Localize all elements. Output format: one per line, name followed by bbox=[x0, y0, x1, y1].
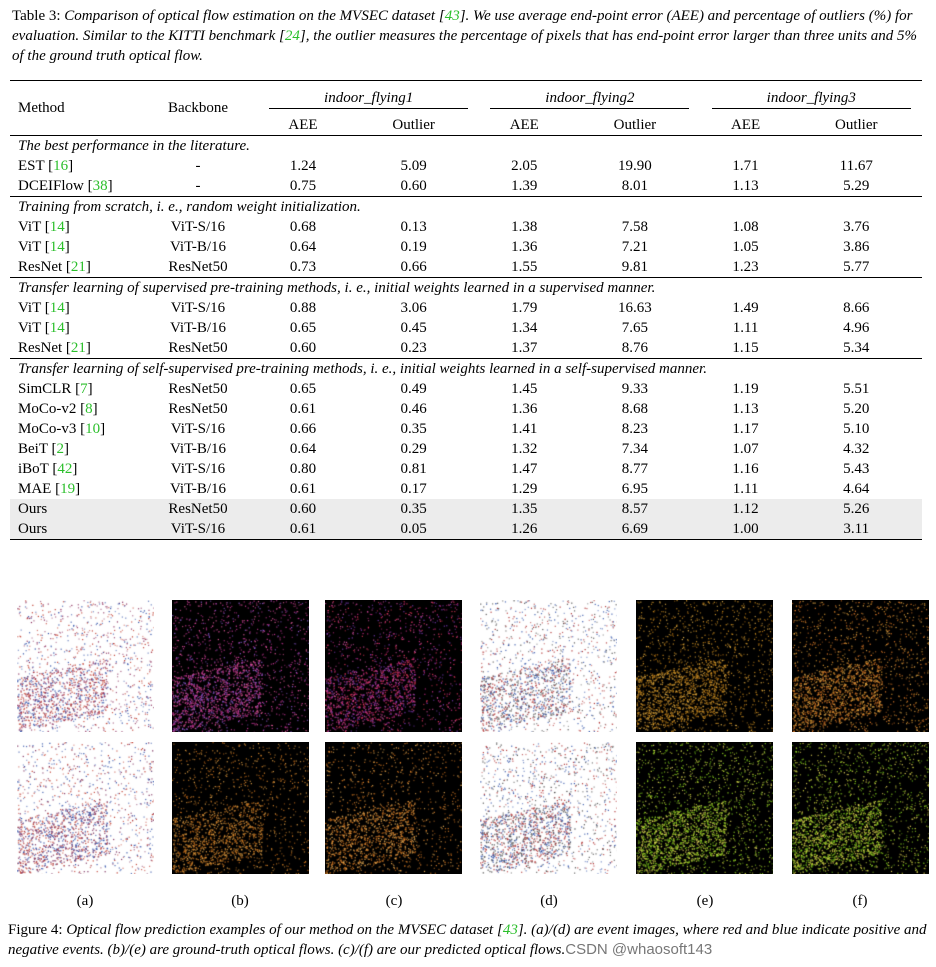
panel-label-b: (b) bbox=[231, 893, 249, 909]
outlier-cell: 0.17 bbox=[400, 481, 427, 497]
group-title-row bbox=[10, 136, 922, 157]
outlier-cell: 0.35 bbox=[400, 421, 427, 437]
table-row bbox=[10, 298, 922, 318]
panel-label-e: (e) bbox=[696, 893, 714, 909]
method-cell: ResNet [21] bbox=[18, 340, 91, 356]
aee-cell: 1.11 bbox=[732, 320, 759, 336]
outlier-cell: 3.76 bbox=[843, 219, 870, 235]
panel-label-c: (c) bbox=[385, 893, 403, 909]
aee-cell: 1.47 bbox=[511, 461, 538, 477]
aee-cell: 0.80 bbox=[289, 461, 317, 477]
citation-link[interactable]: 21 bbox=[70, 340, 86, 356]
outlier-cell: 8.66 bbox=[843, 300, 870, 316]
dataset-header: indoor_flying1 bbox=[258, 81, 479, 116]
aee-cell: 1.11 bbox=[732, 481, 759, 497]
outlier-cell: 5.34 bbox=[843, 340, 870, 356]
predicted-flow-panel bbox=[325, 600, 462, 732]
aee-cell: 0.60 bbox=[258, 499, 348, 519]
col-header-aee: AEE bbox=[509, 117, 539, 133]
outlier-cell: 3.86 bbox=[843, 239, 870, 255]
method-cell: MoCo-v2 [8] bbox=[18, 401, 98, 417]
outlier-cell: 7.21 bbox=[621, 239, 649, 255]
method-cell: Ours bbox=[10, 499, 138, 519]
outlier-cell: 0.23 bbox=[400, 340, 427, 356]
col-header-aee: AEE bbox=[730, 117, 761, 133]
aee-cell: 0.64 bbox=[289, 239, 317, 255]
aee-cell: 0.61 bbox=[289, 401, 317, 417]
table-row bbox=[10, 439, 922, 459]
backbone-cell: ViT-S/16 bbox=[170, 300, 226, 316]
citation-link[interactable]: 21 bbox=[70, 259, 86, 275]
citation-link[interactable]: 19 bbox=[60, 481, 76, 497]
method-cell: MAE [19] bbox=[18, 481, 81, 497]
group-title: The best performance in the literature. bbox=[10, 136, 922, 157]
backbone-cell: ResNet50 bbox=[168, 340, 228, 356]
citation-link[interactable]: 43 bbox=[444, 8, 460, 24]
outlier-cell: 11.67 bbox=[839, 158, 873, 174]
group-title: Transfer learning of self-supervised pre-training methods, i. e., initial weights learned in a self-supervised manner. bbox=[10, 359, 922, 380]
backbone-cell: ViT-B/16 bbox=[169, 320, 227, 336]
group-title-row bbox=[10, 278, 922, 299]
outlier-cell: 0.19 bbox=[400, 239, 427, 255]
aee-cell: 0.73 bbox=[289, 259, 317, 275]
col-header-outlier: Outlier bbox=[392, 117, 435, 133]
table-row bbox=[10, 217, 922, 237]
backbone-cell: ResNet50 bbox=[168, 401, 228, 417]
aee-cell: 0.66 bbox=[289, 421, 317, 437]
aee-cell: 1.38 bbox=[511, 219, 538, 235]
aee-cell: 1.29 bbox=[511, 481, 538, 497]
watermark: CSDN @whaosoft143 bbox=[565, 941, 713, 958]
outlier-cell: 0.49 bbox=[400, 381, 427, 397]
aee-cell: 0.68 bbox=[289, 219, 317, 235]
outlier-cell: 7.58 bbox=[621, 219, 649, 235]
backbone-cell: - bbox=[195, 178, 201, 194]
results-table bbox=[10, 80, 922, 540]
aee-cell: 1.71 bbox=[732, 158, 759, 174]
aee-cell: 1.08 bbox=[732, 219, 759, 235]
table-row bbox=[10, 176, 922, 197]
table-row bbox=[10, 459, 922, 479]
aee-cell: 1.16 bbox=[732, 461, 759, 477]
citation-link[interactable]: 10 bbox=[85, 421, 101, 437]
aee-cell: 1.37 bbox=[511, 340, 538, 356]
col-header-outlier: Outlier bbox=[835, 117, 878, 133]
citation-link[interactable]: 14 bbox=[49, 219, 65, 235]
outlier-cell: 16.63 bbox=[618, 300, 652, 316]
method-cell: DCEIFlow [38] bbox=[18, 178, 113, 194]
aee-cell: 1.34 bbox=[511, 320, 538, 336]
outlier-cell: 5.51 bbox=[843, 381, 870, 397]
outlier-cell: 0.35 bbox=[348, 499, 479, 519]
method-cell: ViT [14] bbox=[18, 239, 70, 255]
aee-cell: 1.39 bbox=[511, 178, 538, 194]
citation-link[interactable]: 43 bbox=[502, 922, 518, 938]
outlier-cell: 4.96 bbox=[843, 320, 870, 336]
table-row bbox=[10, 156, 922, 176]
figure-panels bbox=[0, 596, 936, 886]
aee-cell: 1.26 bbox=[479, 519, 569, 540]
backbone-cell: ResNet50 bbox=[138, 499, 258, 519]
citation-link[interactable]: 2 bbox=[56, 441, 64, 457]
aee-cell: 0.65 bbox=[289, 381, 317, 397]
outlier-cell: 0.66 bbox=[400, 259, 427, 275]
ground-truth-flow-panel bbox=[172, 742, 309, 874]
outlier-cell: 4.64 bbox=[843, 481, 870, 497]
table-row bbox=[10, 379, 922, 399]
backbone-cell: - bbox=[195, 158, 201, 174]
outlier-cell: 0.29 bbox=[400, 441, 427, 457]
ground-truth-flow-panel bbox=[172, 600, 309, 732]
citation-link[interactable]: 7 bbox=[80, 381, 88, 397]
table-caption-text: Comparison of optical flow estimation on the MVSEC dataset [43]. We use average end-point error (AEE) and percentage of outliers (%) for evaluation. Similar to the KITTI benchmark [24], the outlier measures the percentage of pixels that has end-point error larger than three units and 5% of the ground truth optical flow. bbox=[12, 8, 918, 64]
backbone-cell: ViT-B/16 bbox=[169, 481, 227, 497]
outlier-cell: 8.01 bbox=[621, 178, 649, 194]
method-cell: ViT [14] bbox=[18, 300, 70, 316]
outlier-cell: 8.23 bbox=[621, 421, 649, 437]
col-header-method: Method bbox=[18, 100, 65, 116]
outlier-cell: 8.76 bbox=[621, 340, 649, 356]
aee-cell: 1.24 bbox=[289, 158, 317, 174]
outlier-cell: 5.29 bbox=[843, 178, 870, 194]
figure-caption-label: Figure 4: bbox=[8, 922, 63, 938]
figure-caption-text: Optical flow prediction examples of our method on the MVSEC dataset [43]. (a)/(d) are event images, where red and blue indicate positive and negative events. (b)/(e) are ground-truth optical flows. (c)/(f) are our predicted optical flows. bbox=[8, 922, 927, 958]
aee-cell: 1.36 bbox=[511, 401, 538, 417]
aee-cell: 0.65 bbox=[289, 320, 317, 336]
event-image-panel bbox=[480, 742, 617, 874]
aee-cell: 1.07 bbox=[732, 441, 759, 457]
outlier-cell: 4.32 bbox=[843, 441, 870, 457]
backbone-cell: ViT-S/16 bbox=[138, 519, 258, 540]
backbone-cell: ViT-S/16 bbox=[170, 461, 226, 477]
group-title: Training from scratch, i. e., random weight initialization. bbox=[10, 197, 922, 218]
aee-cell: 1.23 bbox=[732, 259, 759, 275]
citation-link[interactable]: 14 bbox=[49, 320, 65, 336]
aee-cell: 1.55 bbox=[511, 259, 538, 275]
outlier-cell: 5.20 bbox=[843, 401, 870, 417]
table-header-row bbox=[10, 81, 922, 116]
figure-caption bbox=[8, 920, 928, 960]
method-cell: Ours bbox=[10, 519, 138, 540]
table-row bbox=[10, 257, 922, 278]
outlier-cell: 0.46 bbox=[400, 401, 427, 417]
backbone-cell: ViT-B/16 bbox=[169, 441, 227, 457]
aee-cell: 1.35 bbox=[479, 499, 569, 519]
ground-truth-flow-panel bbox=[636, 600, 773, 732]
aee-cell: 1.45 bbox=[511, 381, 538, 397]
aee-cell: 1.32 bbox=[511, 441, 538, 457]
outlier-cell: 0.45 bbox=[400, 320, 427, 336]
citation-link[interactable]: 14 bbox=[49, 300, 65, 316]
method-cell: BeiT [2] bbox=[18, 441, 69, 457]
table-body bbox=[10, 136, 922, 540]
table-row bbox=[10, 338, 922, 359]
outlier-cell: 6.69 bbox=[569, 519, 700, 540]
aee-cell: 0.61 bbox=[258, 519, 348, 540]
outlier-cell: 5.43 bbox=[843, 461, 870, 477]
aee-cell: 1.12 bbox=[701, 499, 791, 519]
outlier-cell: 3.11 bbox=[791, 519, 922, 540]
outlier-cell: 5.10 bbox=[843, 421, 870, 437]
outlier-cell: 19.90 bbox=[618, 158, 652, 174]
table-row bbox=[10, 399, 922, 419]
event-image-panel bbox=[480, 600, 617, 732]
citation-link[interactable]: 38 bbox=[92, 178, 108, 194]
table-caption-label: Table 3: bbox=[12, 8, 61, 24]
aee-cell: 1.41 bbox=[511, 421, 538, 437]
aee-cell: 0.61 bbox=[289, 481, 317, 497]
outlier-cell: 8.57 bbox=[569, 499, 700, 519]
aee-cell: 1.49 bbox=[732, 300, 759, 316]
aee-cell: 1.19 bbox=[732, 381, 759, 397]
col-header-backbone: Backbone bbox=[168, 100, 228, 116]
method-cell: ViT [14] bbox=[18, 219, 70, 235]
predicted-flow-panel bbox=[792, 600, 929, 732]
citation-link[interactable]: 24 bbox=[284, 28, 300, 44]
table-row bbox=[10, 318, 922, 338]
outlier-cell: 5.09 bbox=[400, 158, 427, 174]
outlier-cell: 6.95 bbox=[621, 481, 649, 497]
aee-cell: 1.36 bbox=[511, 239, 538, 255]
outlier-cell: 9.81 bbox=[621, 259, 649, 275]
citation-link[interactable]: 42 bbox=[57, 461, 73, 477]
outlier-cell: 0.81 bbox=[400, 461, 427, 477]
outlier-cell: 7.34 bbox=[621, 441, 649, 457]
method-cell: MoCo-v3 [10] bbox=[18, 421, 106, 437]
method-cell: ResNet [21] bbox=[18, 259, 91, 275]
panel-label-d: (d) bbox=[540, 893, 558, 909]
outlier-cell: 7.65 bbox=[621, 320, 649, 336]
table-caption bbox=[12, 6, 924, 66]
group-title: Transfer learning of supervised pre-training methods, i. e., initial weights learned in a supervised manner. bbox=[10, 278, 922, 299]
citation-link[interactable]: 16 bbox=[53, 158, 69, 174]
method-cell: iBoT [42] bbox=[18, 461, 78, 477]
col-header-aee: AEE bbox=[288, 117, 318, 133]
method-cell: SimCLR [7] bbox=[18, 381, 93, 397]
backbone-cell: ResNet50 bbox=[168, 381, 228, 397]
dataset-header: indoor_flying2 bbox=[479, 81, 700, 116]
table-row bbox=[10, 237, 922, 257]
outlier-cell: 5.26 bbox=[791, 499, 922, 519]
citation-link[interactable]: 14 bbox=[49, 239, 65, 255]
aee-cell: 1.17 bbox=[732, 421, 759, 437]
backbone-cell: ViT-S/16 bbox=[170, 219, 226, 235]
backbone-cell: ViT-S/16 bbox=[170, 421, 226, 437]
table-row bbox=[10, 499, 922, 519]
aee-cell: 1.79 bbox=[511, 300, 538, 316]
backbone-cell: ViT-B/16 bbox=[169, 239, 227, 255]
group-title-row bbox=[10, 197, 922, 218]
group-title-row bbox=[10, 359, 922, 380]
aee-cell: 2.05 bbox=[511, 158, 538, 174]
outlier-cell: 8.68 bbox=[621, 401, 649, 417]
aee-cell: 1.13 bbox=[732, 401, 759, 417]
aee-cell: 1.00 bbox=[701, 519, 791, 540]
outlier-cell: 0.13 bbox=[400, 219, 427, 235]
outlier-cell: 0.60 bbox=[400, 178, 427, 194]
aee-cell: 1.13 bbox=[732, 178, 759, 194]
aee-cell: 1.15 bbox=[732, 340, 759, 356]
outlier-cell: 5.77 bbox=[843, 259, 870, 275]
predicted-flow-panel bbox=[325, 742, 462, 874]
panel-label-f: (f) bbox=[852, 893, 868, 909]
aee-cell: 1.05 bbox=[732, 239, 759, 255]
dataset-header: indoor_flying3 bbox=[701, 81, 922, 116]
backbone-cell: ResNet50 bbox=[168, 259, 228, 275]
event-image-panel bbox=[17, 600, 154, 732]
method-cell: EST [16] bbox=[18, 158, 74, 174]
aee-cell: 0.64 bbox=[289, 441, 317, 457]
method-cell: ViT [14] bbox=[18, 320, 70, 336]
outlier-cell: 9.33 bbox=[621, 381, 649, 397]
aee-cell: 0.60 bbox=[289, 340, 317, 356]
ground-truth-flow-panel bbox=[636, 742, 773, 874]
outlier-cell: 8.77 bbox=[621, 461, 649, 477]
event-image-panel bbox=[17, 742, 154, 874]
aee-cell: 0.75 bbox=[289, 178, 317, 194]
table-row bbox=[10, 479, 922, 499]
citation-link[interactable]: 8 bbox=[85, 401, 93, 417]
table-row bbox=[10, 519, 922, 540]
panel-label-a: (a) bbox=[76, 893, 94, 909]
col-header-outlier: Outlier bbox=[613, 117, 657, 133]
predicted-flow-panel bbox=[792, 742, 929, 874]
outlier-cell: 3.06 bbox=[400, 300, 427, 316]
table-row bbox=[10, 419, 922, 439]
aee-cell: 0.88 bbox=[289, 300, 317, 316]
outlier-cell: 0.05 bbox=[348, 519, 479, 540]
